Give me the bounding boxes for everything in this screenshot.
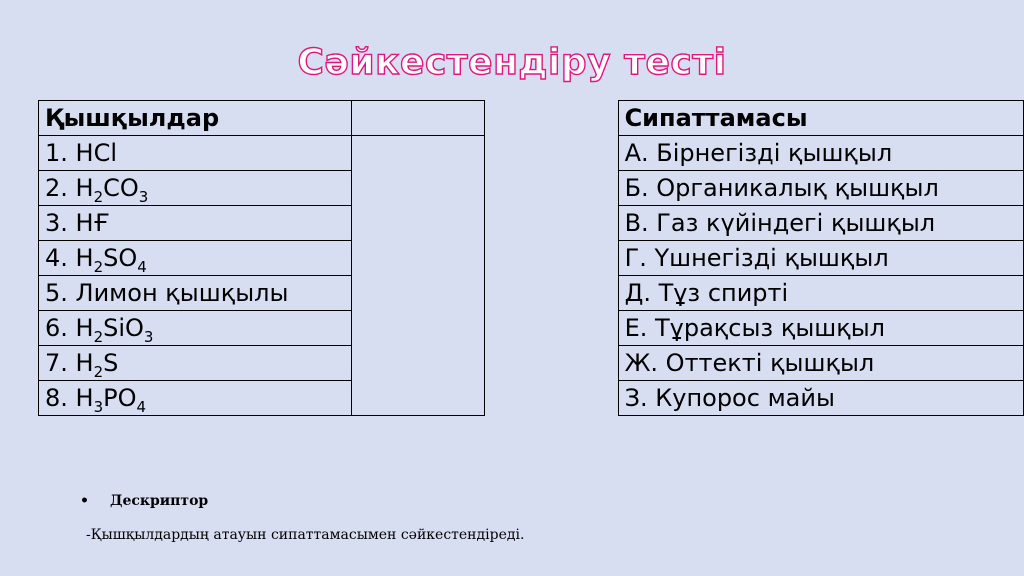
formula-part: H bbox=[75, 244, 94, 272]
acid-number: 8. bbox=[45, 384, 76, 412]
acid-number: 2. bbox=[45, 174, 76, 202]
acid-cell bbox=[39, 276, 352, 311]
acid-number: 5. bbox=[45, 279, 76, 307]
descriptor-heading bbox=[80, 493, 208, 509]
acid-cell bbox=[39, 381, 352, 416]
description-cell: Б. Органикалық қышқыл bbox=[618, 171, 1023, 206]
formula-subscript: 2 bbox=[93, 188, 104, 206]
formula-subscript: 2 bbox=[93, 328, 104, 346]
descriptions-header: Сипаттамасы bbox=[618, 101, 1023, 136]
header-gap bbox=[484, 101, 618, 136]
descriptor-label: Дескриптор bbox=[110, 493, 209, 509]
column-gap bbox=[484, 136, 618, 416]
acid-cell bbox=[39, 241, 352, 276]
acid-cell bbox=[39, 311, 352, 346]
acid-number: 3. bbox=[45, 209, 76, 237]
description-cell: А. Бірнегізді қышқыл bbox=[618, 136, 1023, 171]
description-cell: Д. Тұз спирті bbox=[618, 276, 1023, 311]
matching-table bbox=[38, 100, 1024, 416]
formula-part: HCl bbox=[75, 139, 118, 167]
header-middle-cell bbox=[351, 101, 484, 136]
acid-number: 1. bbox=[45, 139, 76, 167]
formula-subscript: 3 bbox=[138, 188, 149, 206]
acid-number: 6. bbox=[45, 314, 76, 342]
formula-part: H bbox=[75, 174, 94, 202]
acid-cell bbox=[39, 171, 352, 206]
slide-title: Сәйкестендіру тесті bbox=[297, 42, 727, 83]
formula-subscript: 2 bbox=[93, 363, 104, 381]
formula-part: H bbox=[75, 349, 94, 377]
acid-number: 7. bbox=[45, 349, 76, 377]
description-cell: Е. Тұрақсыз қышқыл bbox=[618, 311, 1023, 346]
formula-part: H bbox=[75, 384, 94, 412]
description-cell: Г. Үшнегізді қышқыл bbox=[618, 241, 1023, 276]
formula-part: S bbox=[103, 349, 119, 377]
table-header-row bbox=[39, 101, 1024, 136]
formula-subscript: 3 bbox=[143, 328, 154, 346]
acid-cell bbox=[39, 206, 352, 241]
acid-number: 4. bbox=[45, 244, 76, 272]
table-row bbox=[39, 136, 1024, 171]
acid-cell bbox=[39, 136, 352, 171]
description-cell: В. Газ күйіндегі қышқыл bbox=[618, 206, 1023, 241]
acid-cell bbox=[39, 346, 352, 381]
acids-header: Қышқылдар bbox=[39, 101, 352, 136]
description-cell: З. Купорос майы bbox=[618, 381, 1023, 416]
answer-gap-cell bbox=[351, 136, 484, 416]
formula-subscript: 4 bbox=[137, 258, 147, 276]
formula-subscript: 3 bbox=[93, 398, 104, 416]
formula-part: HҒ bbox=[75, 209, 110, 237]
formula-part: SO bbox=[103, 244, 138, 272]
formula-part: CO bbox=[103, 174, 139, 202]
formula-part: H bbox=[75, 314, 94, 342]
description-cell: Ж. Оттекті қышқыл bbox=[618, 346, 1023, 381]
formula-subscript: 2 bbox=[93, 258, 104, 276]
bullet-icon: • bbox=[80, 493, 89, 509]
formula-part: PO bbox=[103, 384, 137, 412]
formula-subscript: 4 bbox=[136, 398, 147, 416]
descriptor-text: -Қышқылдардың атауын сипаттамасымен сәйкестендіреді. bbox=[86, 527, 525, 543]
formula-part: Лимон қышқылы bbox=[75, 279, 289, 307]
formula-part: SiO bbox=[103, 314, 144, 342]
